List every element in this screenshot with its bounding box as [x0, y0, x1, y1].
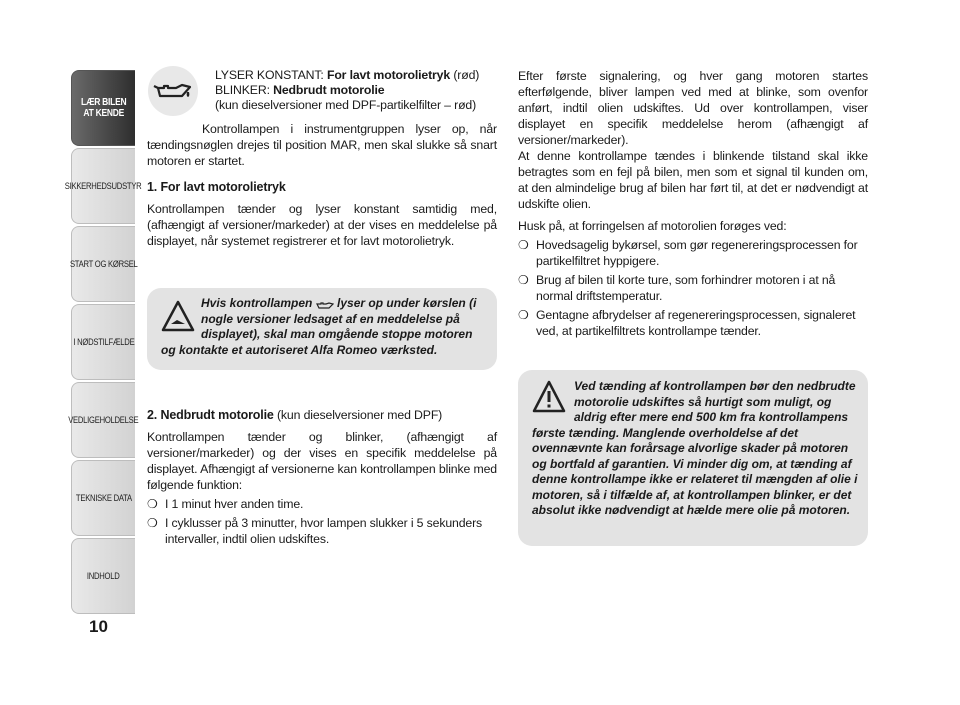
list-item: [518, 307, 868, 339]
warning-box-2: [518, 370, 868, 546]
tab-start-og-koersel[interactable]: [69, 226, 138, 302]
bullet-text: Gentagne afbrydelser af regenereringsprocessen, signaleret ved, at partikelfiltrets kontrollampe tænder.: [536, 308, 856, 338]
right-column: [518, 68, 868, 339]
bullet-text: I 1 minut hver anden time.: [165, 497, 304, 511]
tab-i-noedstilfaelde[interactable]: [71, 304, 135, 380]
bullet-icon: ❍: [518, 273, 529, 287]
right-para1: Efter første signalering, og hver gang motoren startes efterfølgende, bliver lampen ved med at blinke, som ovenfor anført, indtil olien udskiftes. Ud over kontrollampen, viser displayet en specifik meddelelse herom (afhængigt af versioner/markeder).: [518, 69, 868, 147]
bullet-icon: ❍: [518, 238, 529, 252]
intro-paragraph: Kontrollampen i instrumentgruppen lyser op, når tændingsnøglen drejes til position MAR, men skal slukke så snart motoren er startet.: [147, 122, 497, 168]
bullet-text: Brug af bilen til korte ture, som forhindrer motoren i at nå normal driftstemperatur.: [536, 273, 836, 303]
tab-label: INDHOLD: [87, 570, 120, 581]
blink-bold: Nedbrudt motorolie: [273, 83, 385, 97]
tab-label: I NØDSTILFÆLDE: [72, 336, 135, 347]
side-tabs: [65, 70, 142, 616]
bullet-icon: ❍: [518, 308, 529, 322]
section1-body: Kontrollampen tænder og lyser konstant samtidig med, (afhængigt af versioner/markeder) at der vises en meddelelse på displayet, når systemet registrerer et for lavt motorolietryk.: [147, 202, 497, 248]
list-item: [147, 496, 497, 512]
section2-title: [147, 407, 497, 423]
bullet-text: Hovedsagelig bykørsel, som gør regenereringsprocessen for partikelfiltret hyppigere.: [536, 238, 858, 268]
section2-title-note: (kun dieselversioner med DPF): [273, 408, 443, 422]
warning-1-pre: Hvis kontrollampen: [201, 296, 316, 310]
bullet-text: I cyklusser på 3 minutter, hvor lampen slukker i 5 sekunders intervaller, indtil olien udskiftes.: [165, 516, 483, 546]
right-para2: At denne kontrollampe tændes i blinkende tilstand skal ikke betragtes som en fejl på bilen, men som et signal til kunden om, at den almindelige brug af bilen har ført til, at det er nødvendigt at udskifte olien.: [518, 149, 868, 211]
tab-indhold[interactable]: [71, 538, 135, 614]
bullet-icon: ❍: [147, 516, 158, 530]
tab-label-line1: LÆR BILEN: [80, 97, 127, 108]
warning-box-1: [147, 288, 497, 370]
section2-body: Kontrollampen tænder og blinker, (afhængigt af versioner/markeder) og der vises en specifik meddelelse på displayet. Afhængigt af versionerne kan kontrollampen blinke med følgende funktion:: [147, 430, 497, 492]
tab-label-line2: AT KENDE: [83, 108, 124, 119]
section2-title-bold: 2. Nedbrudt motorolie: [147, 408, 274, 422]
warning-1-post: lyser op under kørslen (i nogle versioner ledsaget af en meddelelse på displayet), skal man omgående stoppe motoren og kontakte et autoriseret Alfa Romeo værksted.: [161, 296, 477, 357]
constant-bold: For lavt motorolietryk: [326, 68, 451, 82]
page-number: 10: [89, 617, 108, 636]
tab-sikkerhedsudstyr[interactable]: [65, 148, 142, 224]
bullet-icon: ❍: [147, 497, 158, 511]
lamp-header: [147, 68, 497, 113]
section1-title: 1. For lavt motorolietryk: [147, 180, 286, 194]
warning-2-text: [532, 379, 858, 519]
tab-label: START OG KØRSEL: [69, 258, 138, 269]
warning-2-body: Ved tænding af kontrollampen bør den nedbrudte motorolie udskiftes så hurtigt som muligt, og aldrig efter mere end 500 km fra kontrollampens første tænding. Manglende overholdelse af det ovennævnte kan forårsage alvorlige skader på motoren og bortfald af garantien. Vi minder dig om, at tænding af denne kontrollampe ikke er relateret til mængden af olie i motoren, så i tilfælde af, at kontrollampen blinker, er det absolut ikke nødvendigt at hælde mere olie på motoren.: [532, 379, 858, 517]
section2: [147, 407, 497, 547]
oil-can-inline-icon: [316, 299, 334, 309]
left-column: [147, 68, 497, 249]
tab-label: TEKNISKE DATA: [75, 492, 132, 503]
tab-vedligeholdelse[interactable]: [68, 382, 139, 458]
tab-label: VEDLIGEHOLDELSE: [68, 414, 139, 425]
tab-label: SIKKERHEDSUDSTYR: [65, 180, 142, 191]
tab-label-active: [81, 97, 126, 119]
blink-line: [215, 83, 497, 98]
constant-suffix: (rød): [450, 68, 480, 82]
list-item: [518, 272, 868, 304]
constant-line: [215, 68, 497, 83]
diesel-note: (kun dieselversioner med DPF-partikelfilter – rød): [215, 98, 477, 112]
tab-laer-bilen-at-kende[interactable]: [71, 70, 135, 146]
constant-prefix: LYSER KONSTANT:: [215, 68, 327, 82]
warning-1-text: [161, 296, 487, 358]
list-item: [518, 237, 868, 269]
right-para3: Husk på, at forringelsen af motorolien forøges ved:: [518, 219, 787, 233]
blink-prefix: BLINKER:: [215, 83, 274, 97]
tab-tekniske-data[interactable]: [71, 460, 135, 536]
list-item: [147, 515, 497, 547]
